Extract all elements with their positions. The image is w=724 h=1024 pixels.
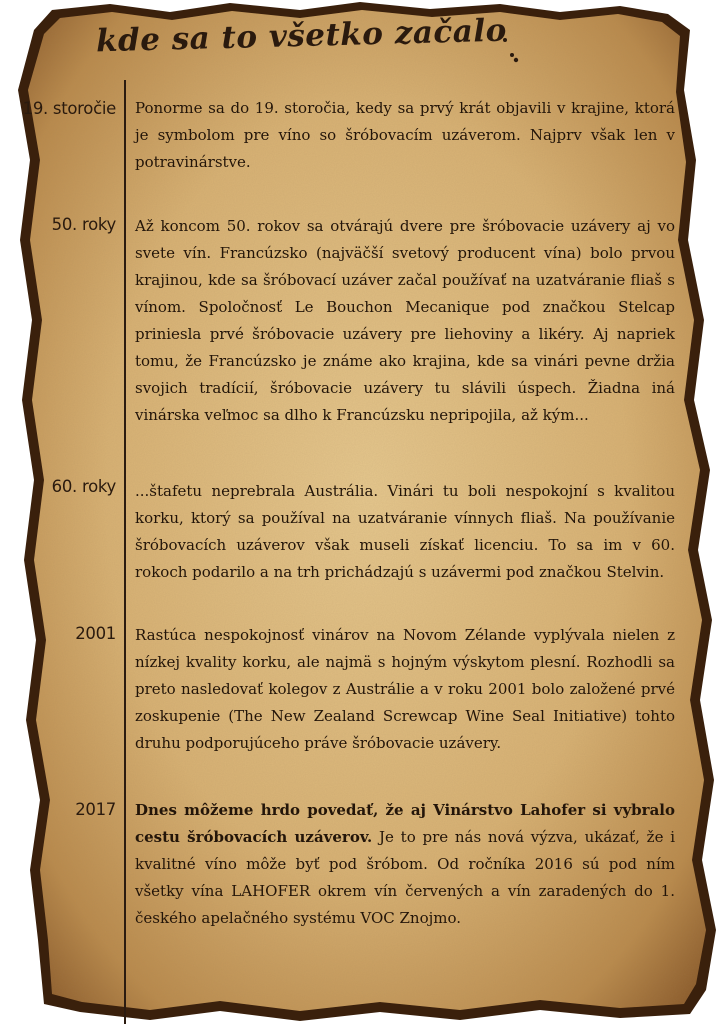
year-label-60s: 60. roky xyxy=(51,477,116,496)
timeline-entry-text: Až koncom 50. rokov sa otvárajú dvere pre šróbovacie uzávery aj vo svete vín. Francúzsko (najväčší svetový producent vína) bolo prvou krajinou, kde sa šróbovací uzáver začal používať na uzatváranie fliaš s vínom. Spoločnosť Le Bouchon Mecanique pod značkou Stelcap priniesla prvé šróbovacie uzávery pre liehoviny a likéry. Aj napriek tomu, že Francúzsko je známe ako krajina, kde sa vinári pevne držia svojich tradícií, šróbovacie uzávery tu slávili úspech. Žiadna iná vinárska veľmoc sa dlho k Francúzsku nepripojila, až kým... xyxy=(135,217,675,424)
year-label-2017: 2017 xyxy=(75,800,116,819)
timeline-entry-text: Rastúca nespokojnosť vinárov na Novom Zélande vyplývala nielen z nízkej kvality korku, ale najmä s hojným výskytom plesní. Rozhodli sa preto nasledovať kolegov z Austrálie a v roku 2001 bolo založené prvé zoskupenie (The New Zealand Screwcap Wine Seal Initiative) tohto druhu podporujúceho práve šróbovacie uzávery. xyxy=(135,626,675,752)
year-label-50s: 50. roky xyxy=(51,215,116,234)
timeline-line xyxy=(124,80,126,1024)
year-label-2001: 2001 xyxy=(75,624,116,643)
timeline-entry-text: ...štafetu neprebrala Austrália. Vinári tu boli nespokojní s kvalitou korku, ktorý sa používal na uzatváranie vínnych fliaš. Na používanie šróbovacích uzáverov však museli získať licenciu. To sa im v 60. rokoch podarilo a na trh prichádzajú s uzávermi pod značkou Stelvin. xyxy=(135,482,675,581)
timeline-entry-rest-text: Je to pre nás nová výzva, ukázať, že i kvalitné víno môže byť pod šróbom. Od ročníka 2016 sú pod ním všetky vína LAHOFER okrem vín červených a vín zaradených do 1. českého apelačného systému VOC Znojmo. xyxy=(135,828,675,927)
timeline-entry-text xyxy=(135,797,675,932)
timeline-entry-text: Ponorme sa do 19. storočia, kedy sa prvý krát objavili v krajine, ktorá je symbolom pre víno so šróbovacím uzáverom. Najprv však len v potravinárstve. xyxy=(135,99,675,171)
timeline-entry-bold-text: Dnes môžeme hrdo povedať, že aj Vinárstvo Lahofer si vybralo cestu šróbovacích uzáverov. xyxy=(135,801,675,846)
year-label-19th-century: 19. storočie xyxy=(22,99,116,118)
page-title: kde sa to všetko začalo xyxy=(95,12,508,60)
